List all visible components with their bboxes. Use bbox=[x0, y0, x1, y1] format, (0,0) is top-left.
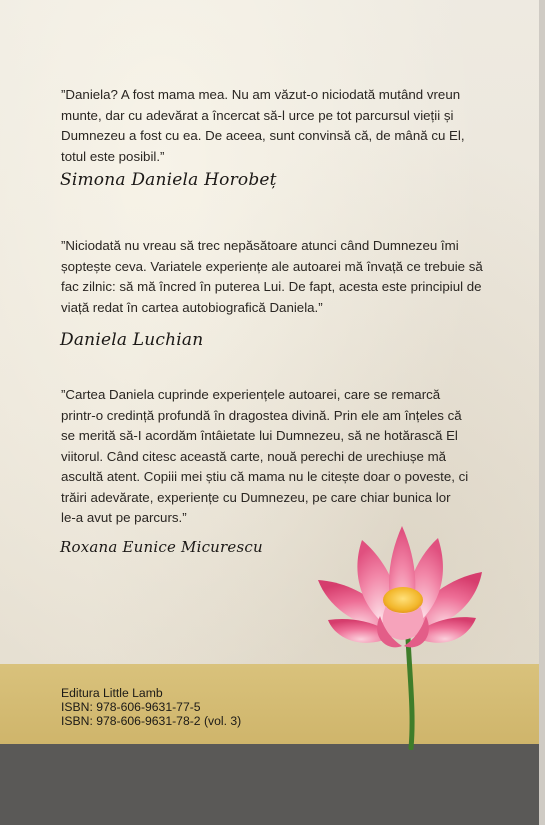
signature-1 bbox=[60, 170, 277, 190]
signature-1-text: Simona Daniela Horobeț bbox=[60, 170, 277, 190]
signature-3-text: Roxana Eunice Micurescu bbox=[60, 538, 263, 556]
bottom-band bbox=[0, 744, 539, 825]
lotus-flower-icon bbox=[310, 520, 490, 750]
testimonial-quote-2: ”Niciodată nu vreau să trec nepăsătoare atunci când Dumnezeu îmi șoptește ceva. Variatele experiențe ale autoarei mă învață ce trebuie să fac zilnic: să mă încred în puterea Lui. De fapt, acesta este principiul de viață redat în cartea autobiografică Daniela.” bbox=[61, 238, 483, 315]
signature-2-text: Daniela Luchian bbox=[60, 330, 204, 350]
signature-2 bbox=[60, 330, 203, 350]
testimonial-quote-3: ”Cartea Daniela cuprinde experiențele autoarei, care se remarcă printr-o credință profundă în dragostea divină. Prin ele am înțeles că se merită să-I acordăm întâietate lui Dumnezeu, să ne hotărască El viitorul. Când citesc această carte, nouă perechi de urechiușe mă ascultă atent. Copiii mei știu că mama nu le citește doar o poveste, ci trăiri adevărate, experiențe cu Dumnezeu, pe care chiar bunica lor le-a avut pe parcurs.” bbox=[61, 387, 469, 525]
isbn-1: ISBN: 978-606-9631-77-5 bbox=[61, 700, 201, 714]
publisher-name: Editura Little Lamb bbox=[61, 686, 163, 700]
testimonial-quote-1: ”Daniela? A fost mama mea. Nu am văzut-o niciodată mutând vreun munte, dar cu adevărat a încercat să-l urce pe tot parcursul vieții și Dumnezeu a fost cu ea. De aceea, sunt convinsă că, de mână cu El, totul este posibil.” bbox=[61, 87, 465, 164]
isbn-2: ISBN: 978-606-9631-78-2 (vol. 3) bbox=[61, 714, 242, 728]
signature-3 bbox=[60, 538, 263, 556]
lotus-stem bbox=[408, 638, 412, 748]
